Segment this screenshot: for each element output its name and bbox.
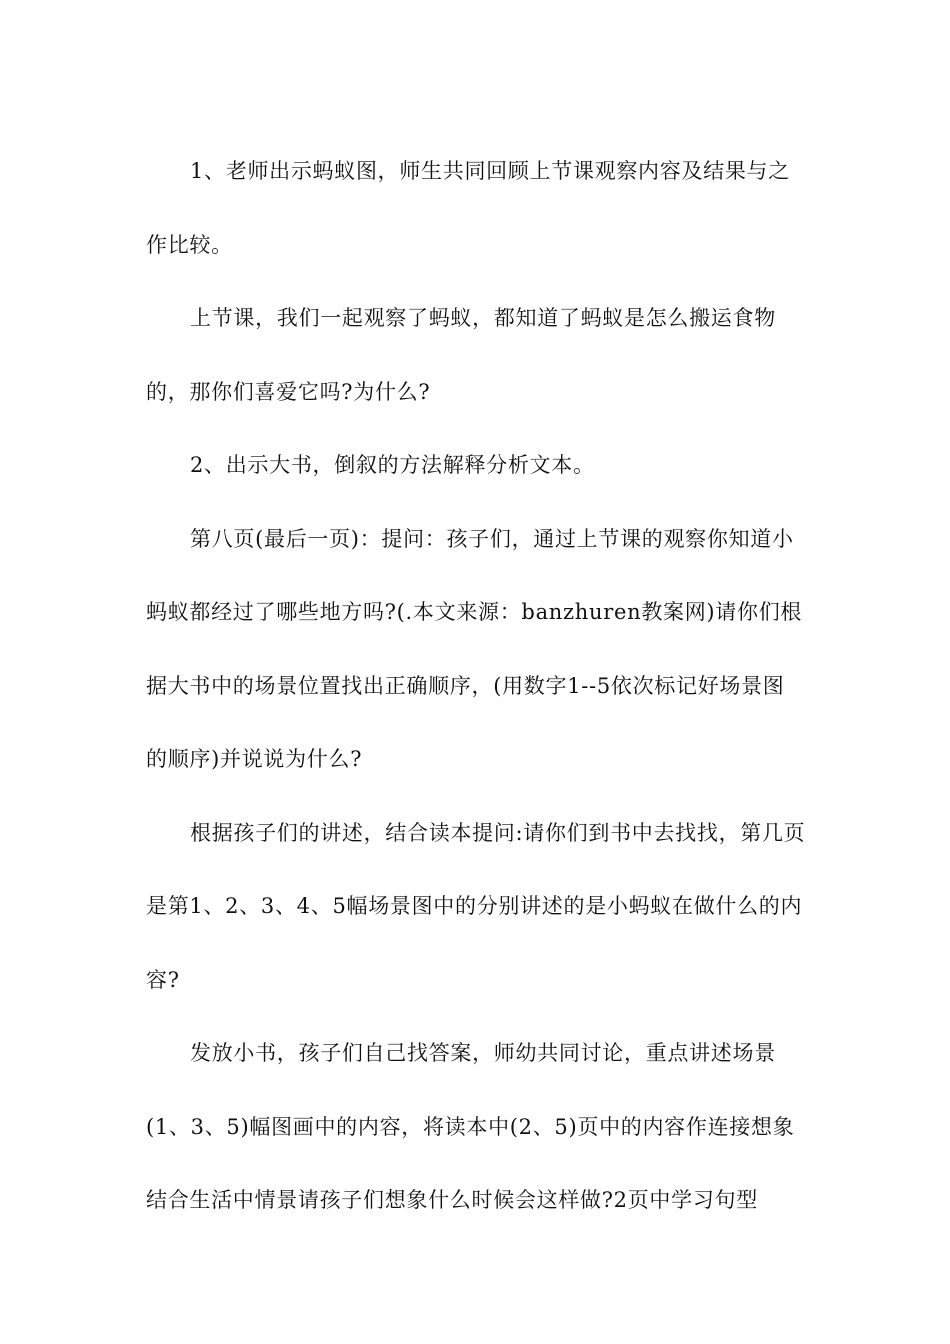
paragraph-3: 2、出示大书，倒叙的方法解释分析文本。: [190, 453, 595, 477]
paragraph-2: 上节课，我们一起观察了蚂蚁，都知道了蚂蚁是怎么搬运食物的，那你们喜爱它吗?为什么?: [146, 306, 776, 404]
paragraph-5: 根据孩子们的讲述，结合读本提问:请你们到书中去找找，第几页是第1、2、3、4、5幅场景图中的分别讲述的是小蚂蚁在做什么的内容?: [146, 820, 806, 992]
paragraph-4: 第八页(最后一页)：提问：孩子们，通过上节课的观察你知道小蚂蚁都经过了哪些地方吗?(.本文来源：banzhuren教案网)请你们根据大书中的场景位置找出正确顺序，(用数字1--5依次标记好场景图的顺序)并说说为什么?: [146, 526, 803, 771]
document-body: [146, 135, 806, 1238]
paragraph-1: 1、老师出示蚂蚁图，师生共同回顾上节课观察内容及结果与之作比较。: [146, 159, 790, 257]
paragraph-6: 发放小书，孩子们自己找答案，师幼共同讨论，重点讲述场景(1、3、5)幅图画中的内容，将读本中(2、5)页中的内容作连接想象结合生活中情景请孩子们想象什么时候会这样做?2页中学习句型: [146, 1041, 795, 1212]
